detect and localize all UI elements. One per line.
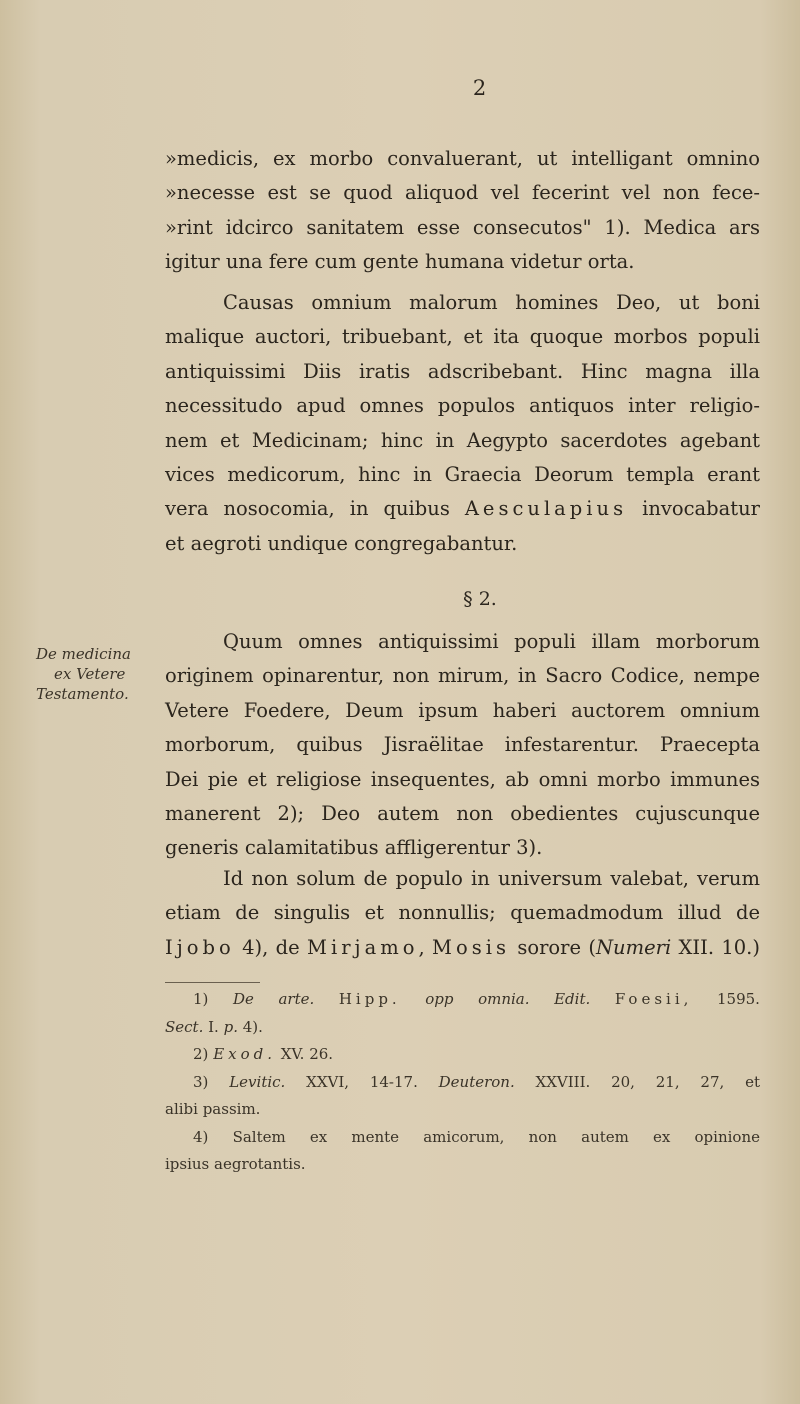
footnote-text: XV. 26.	[276, 1045, 334, 1063]
text-line: Quum omnes antiquissimi populi illam morborum	[223, 630, 760, 653]
footnote-text: I.	[203, 1017, 224, 1036]
footnote-editor: Foesii,	[614, 990, 693, 1008]
margin-note-line: De medicina	[36, 645, 131, 663]
footnote-text: p.	[223, 1017, 238, 1036]
text-line: necessitudo apud omnes populos antiquos inter religio-	[165, 394, 760, 418]
name-aesculapius: Aesculapius	[464, 497, 628, 521]
footnote-number: 2)	[193, 1045, 209, 1063]
footnote-author: Hipp.	[338, 990, 401, 1008]
text-line: generis calamitatibus affligerentur 3).	[165, 836, 543, 860]
text-run: 4), de	[234, 935, 308, 959]
footnote-text: XXVIII. 20, 21, 27, et	[514, 1072, 760, 1091]
name-mosis: Mosis	[432, 935, 510, 959]
text-line	[165, 492, 760, 526]
text-line: »necesse est se quod aliquod vel fecerint vel non fece-	[165, 181, 760, 205]
footnote-text: Edit.	[554, 990, 591, 1008]
footnote-text: Deuteron.	[438, 1072, 515, 1091]
footnote-4-continued: ipsius aegrotantis.	[165, 1155, 306, 1173]
paragraph-causes	[165, 286, 760, 561]
page-number: 2	[472, 76, 488, 100]
text-line: morborum, quibus Jisraëlitae infestarentur. Praecepta	[165, 733, 760, 757]
name-mirjamo: Mirjamo	[307, 935, 419, 959]
text-line: malique auctori, tribuebant, et ita quoque morbos populi	[165, 325, 760, 349]
text-line: originem opinarentur, non mirum, in Sacro Codice, nempe	[165, 664, 760, 688]
text-line: »medicis, ex morbo convaluerant, ut intelligant omnino	[165, 147, 760, 170]
text-line: Vetere Foedere, Deum ipsum haberi auctorem omnium	[165, 698, 760, 722]
footnotes	[165, 986, 760, 1179]
text-line: antiquissimi Diis iratis adscribebant. Hinc magna illa	[165, 359, 760, 383]
footnote-text: opp omnia.	[425, 990, 530, 1008]
footnote-text: Exod.	[213, 1045, 276, 1063]
text-line: »rint idcirco sanitatem esse consecutos" 1). Medica ars	[165, 215, 760, 239]
footnote-rule	[165, 982, 260, 983]
paragraph-section-2	[165, 625, 760, 866]
text-run: vera nosocomia, in quibus	[165, 497, 465, 521]
text-line: igitur una fere cum gente humana videtur orta.	[165, 250, 635, 274]
book-title-numeri: Numeri	[595, 935, 672, 959]
margin-note-line: Testamento.	[36, 685, 129, 703]
footnote-3-continued: alibi passim.	[165, 1100, 261, 1118]
section-heading: § 2.	[463, 588, 497, 610]
footnote-number: 4)	[193, 1127, 209, 1146]
text-line: manerent 2); Deo autem non obedientes cujuscunque	[165, 801, 760, 825]
footnote-3	[165, 1069, 760, 1097]
footnote-1-continued	[165, 1014, 760, 1042]
text-run: XII. 10.)	[671, 935, 760, 959]
text-line: Causas omnium malorum homines Deo, ut boni	[223, 291, 760, 314]
text-line	[165, 931, 760, 965]
footnote-2	[165, 1041, 760, 1069]
footnote-4	[165, 1124, 760, 1152]
text-run: invocabatur	[627, 497, 761, 521]
footnote-1	[165, 986, 760, 1014]
paragraph-continued	[165, 142, 760, 280]
text-run: sorore (	[509, 935, 596, 959]
footnote-number: 1)	[193, 990, 209, 1008]
margin-note	[36, 644, 156, 704]
text-line: Dei pie et religiose insequentes, ab omni morbo immunes	[165, 767, 760, 791]
text-line: Id non solum de populo in universum valebat, verum	[223, 867, 760, 890]
paragraph-individuals	[165, 862, 760, 965]
footnote-text: Levitic.	[229, 1072, 286, 1091]
footnote-text: De arte.	[232, 990, 315, 1008]
footnote-text: Saltem ex mente amicorum, non autem ex opinione	[232, 1127, 760, 1146]
margin-note-line: ex Vetere	[54, 665, 126, 683]
text-line: etiam de singulis et nonnullis; quemadmodum illud de	[165, 901, 760, 925]
footnote-text: Sect.	[165, 1017, 204, 1036]
footnote-year: 1595.	[716, 990, 760, 1008]
footnote-text: XXVI, 14-17.	[285, 1072, 439, 1091]
text-line: nem et Medicinam; hinc in Aegypto sacerdotes agebant	[165, 428, 760, 452]
text-line: vices medicorum, hinc in Graecia Deorum templa erant	[165, 462, 760, 486]
footnote-text: 4).	[237, 1017, 263, 1036]
footnote-number: 3)	[193, 1072, 209, 1091]
text-run: ,	[418, 935, 433, 959]
text-line: et aegroti undique congregabantur.	[165, 531, 518, 555]
name-ijobo: Ijobo	[165, 935, 235, 959]
